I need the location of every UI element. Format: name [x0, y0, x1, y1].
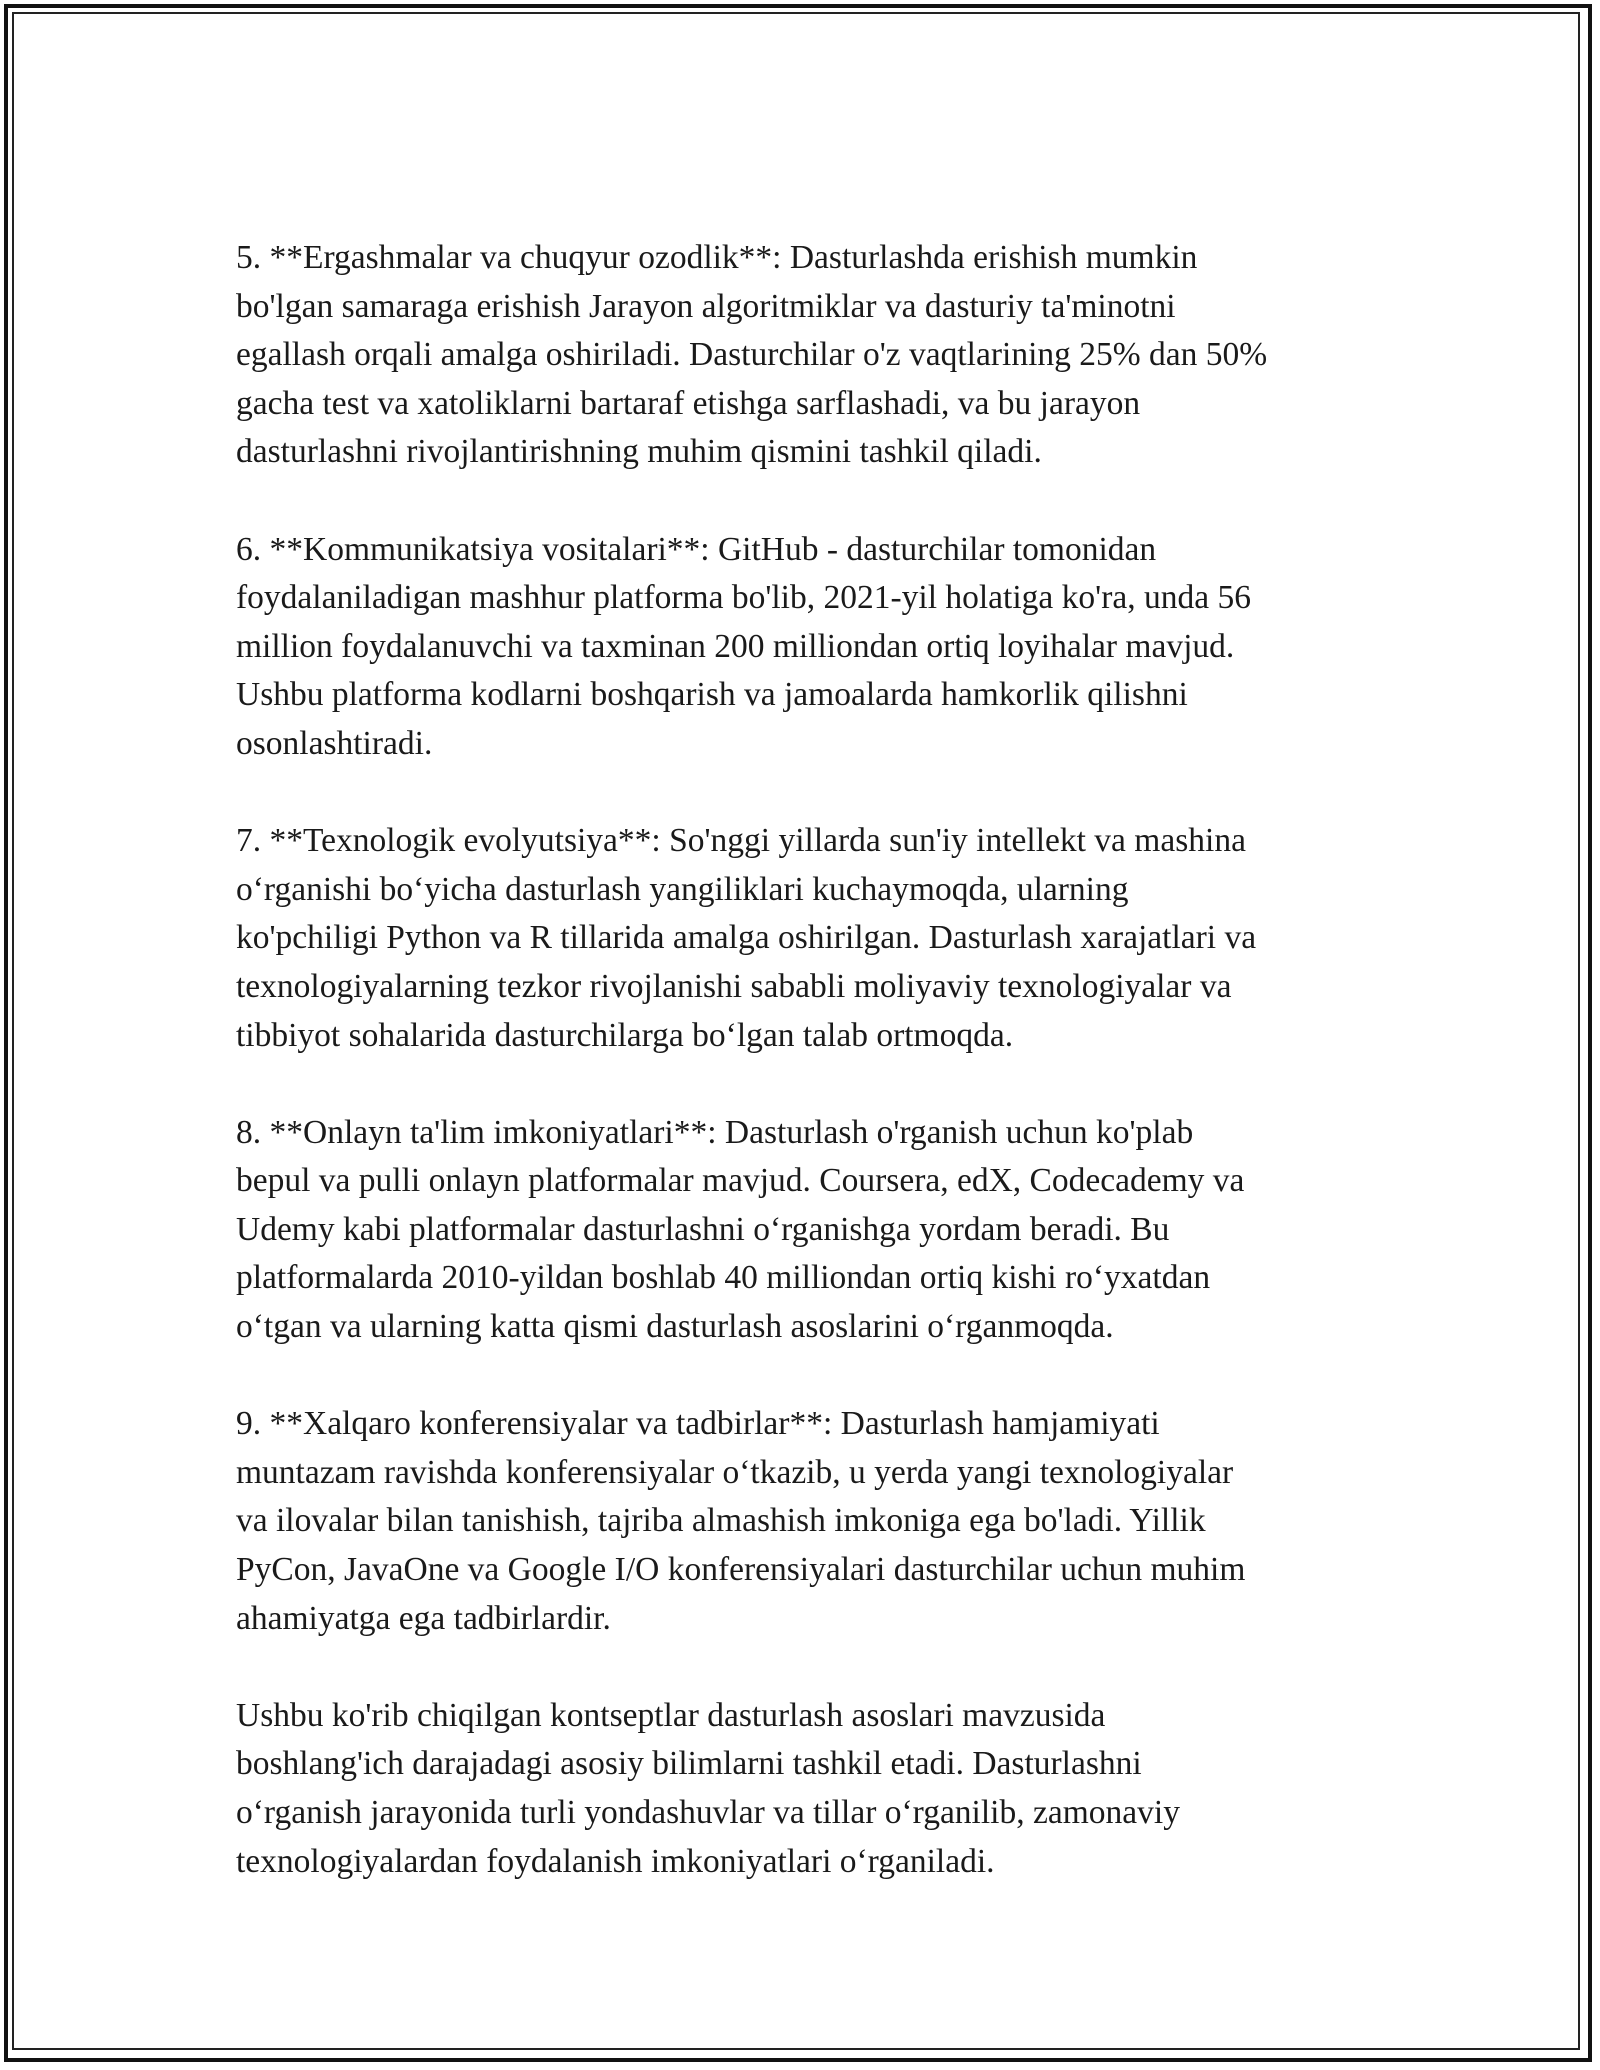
text-line: va ilovalar bilan tanishish, tajriba almashish imkoniga ega bo'ladi. Yillik	[236, 1502, 1206, 1540]
text-line: 6. **Kommunikatsiya vositalari**: GitHub - dasturchilar tomonidan	[236, 530, 1157, 568]
text-line: ko'pchiligi Python va R tillarida amalga oshirilgan. Dasturlash xarajatlari va	[236, 919, 1257, 957]
paragraph-conclusion	[236, 1692, 1386, 1886]
text-line: bo'lgan samaraga erishish Jarayon algoritmiklar va dasturiy ta'minotni	[236, 287, 1176, 325]
text-line: osonlashtiradi.	[236, 724, 433, 762]
text-line: Ushbu platforma kodlarni boshqarish va jamoalarda hamkorlik qilishni	[236, 676, 1188, 714]
text-line: boshlang'ich darajadagi asosiy bilimlarni tashkil etadi. Dasturlashni	[236, 1745, 1142, 1783]
text-line: tibbiyot sohalarida dasturchilarga bo‘lgan talab ortmoqda.	[236, 1016, 1014, 1054]
text-line: o‘tgan va ularning katta qismi dasturlash asoslarini o‘rganmoqda.	[236, 1308, 1114, 1346]
text-line: texnologiyalarning tezkor rivojlanishi sababli moliyaviy texnologiyalar va	[236, 967, 1232, 1005]
text-line: million foydalanuvchi va taxminan 200 milliondan ortiq loyihalar mavjud.	[236, 627, 1235, 665]
paragraph-6-kommunikatsiya	[236, 526, 1386, 769]
text-line: bepul va pulli onlayn platformalar mavjud. Coursera, edX, Codecademy va	[236, 1162, 1245, 1200]
text-line: dasturlashni rivojlantirishning muhim qismini tashkil qiladi.	[236, 433, 1042, 471]
text-line: o‘rganishi bo‘yicha dasturlash yangiliklari kuchaymoqda, ularning	[236, 870, 1129, 908]
text-line: Udemy kabi platformalar dasturlashni o‘rganishga yordam beradi. Bu	[236, 1210, 1170, 1248]
text-line: o‘rganish jarayonida turli yondashuvlar va tillar o‘rganilib, zamonaviy	[236, 1794, 1180, 1831]
text-line: foydalaniladigan mashhur platforma bo'lib, 2021-yil holatiga ko'ra, unda 56	[236, 579, 1251, 617]
text-line: Ushbu ko'rib chiqilgan kontseptlar dasturlash asoslari mavzusida	[236, 1696, 1106, 1734]
paragraph-5-ergashmalar	[236, 234, 1386, 477]
text-line: muntazam ravishda konferensiyalar o‘tkazib, u yerda yangi texnologiyalar	[236, 1453, 1234, 1491]
document-body	[236, 234, 1386, 1935]
paragraph-7-texnologik-evolyutsiya	[236, 817, 1386, 1060]
paragraph-9-xalqaro-konferensiyalar	[236, 1400, 1386, 1643]
text-line: ahamiyatga ega tadbirlardir.	[236, 1599, 611, 1637]
text-line: gacha test va xatoliklarni bartaraf etishga sarflashadi, va bu jarayon	[236, 384, 1141, 422]
text-line: 7. **Texnologik evolyutsiya**: So'nggi yillarda sun'iy intellekt va mashina	[236, 822, 1246, 860]
text-line: platformalarda 2010-yildan boshlab 40 milliondan ortiq kishi ro‘yxatdan	[236, 1259, 1211, 1297]
text-line: PyCon, JavaOne va Google I/O konferensiyalari dasturchilar uchun muhim	[236, 1551, 1246, 1589]
text-line: texnologiyalardan foydalanish imkoniyatlari o‘rganiladi.	[236, 1842, 995, 1880]
paragraph-8-onlayn-talim	[236, 1109, 1386, 1352]
text-line: 5. **Ergashmalar va chuqyur ozodlik**: Dasturlashda erishish mumkin	[236, 239, 1198, 276]
text-line: egallash orqali amalga oshiriladi. Dasturchilar o'z vaqtlarining 25% dan 50%	[236, 336, 1268, 374]
text-line: 9. **Xalqaro konferensiyalar va tadbirlar**: Dasturlash hamjamiyati	[236, 1405, 1160, 1443]
text-line: 8. **Onlayn ta'lim imkoniyatlari**: Dasturlash o'rganish uchun ko'plab	[236, 1113, 1194, 1151]
